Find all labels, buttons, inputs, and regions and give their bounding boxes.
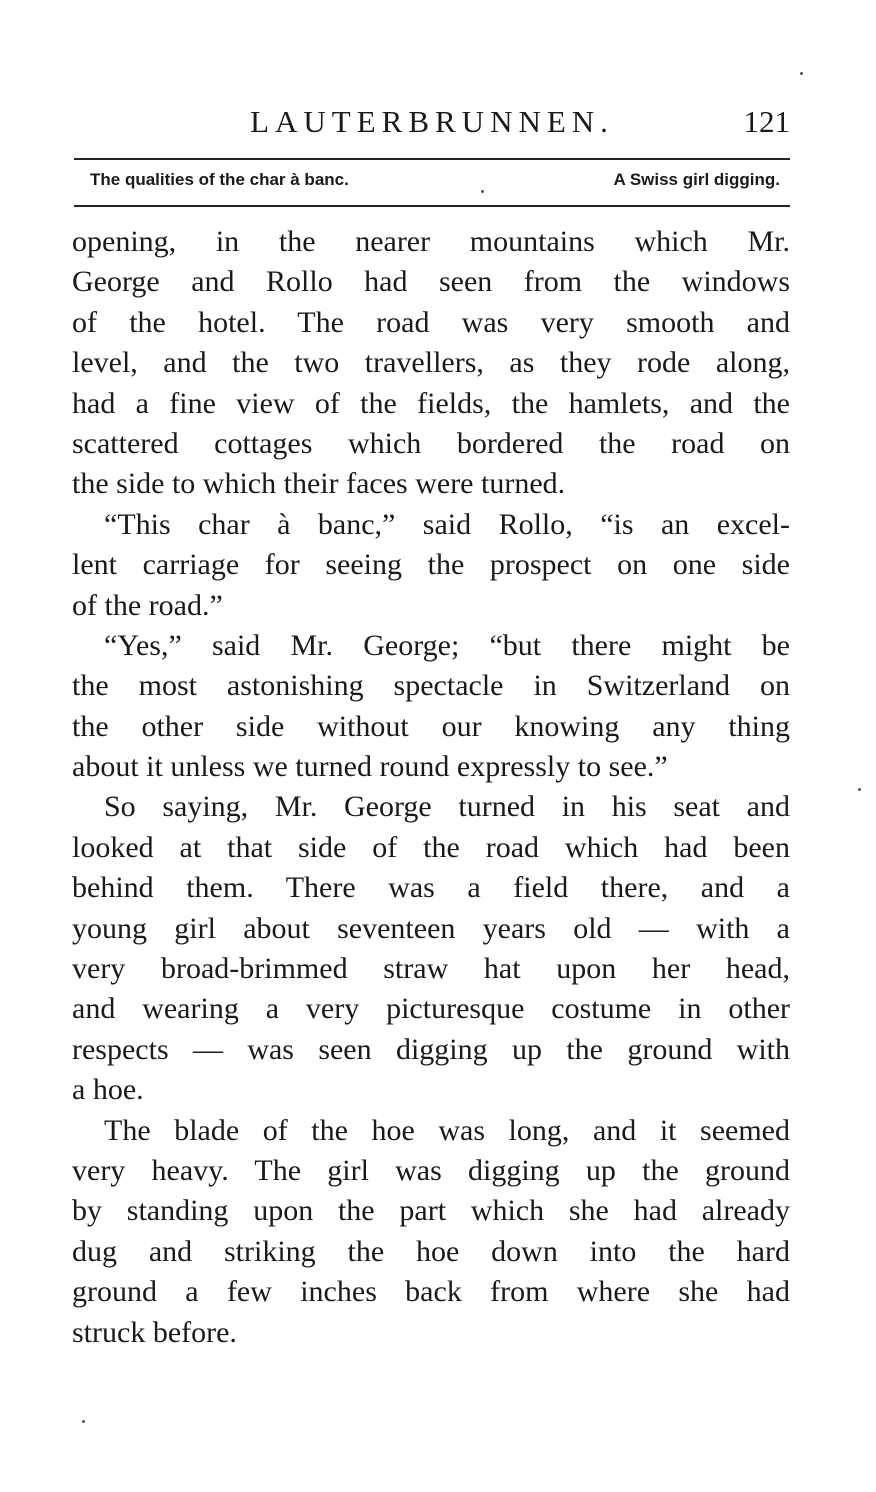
text-line: opening, in the nearer mountains which Mr. — [72, 225, 790, 258]
text-line: dug and striking the hoe down into the hard — [72, 1234, 790, 1268]
text-line: very heavy. The girl was digging up the ground — [72, 1153, 790, 1187]
running-title: LAUTERBRUNNEN. — [250, 104, 614, 139]
text-line: by standing upon the part which she had already — [72, 1194, 790, 1228]
text-line: level, and the two travellers, as they rode along, — [72, 346, 790, 380]
subhead-right: A Swiss girl digging. — [613, 170, 780, 189]
running-subheads — [90, 170, 780, 196]
text-line: looked at that side of the road which had been — [72, 830, 790, 864]
text-line: the most astonishing spectacle in Switzerland on — [72, 669, 790, 703]
text-line: about it unless we turned round expressly to see.” — [72, 750, 668, 784]
header-rule-bottom — [74, 205, 790, 207]
paper-speck — [481, 190, 484, 193]
text-line: had a fine view of the fields, the hamlets, and the — [72, 386, 790, 420]
text-line: a hoe. — [72, 1073, 144, 1107]
text-line: “Yes,” said Mr. George; “but there might be — [104, 628, 790, 662]
text-line: “This char à banc,” said Rollo, “is an excel- — [104, 507, 790, 541]
text-line: lent carriage for seeing the prospect on one side — [72, 548, 790, 582]
text-line: of the hotel. The road was very smooth and — [72, 305, 790, 339]
text-line: ground a few inches back from where she had — [72, 1275, 790, 1309]
page-number: 121 — [743, 104, 790, 139]
running-head — [74, 104, 790, 148]
text-line: of the road.” — [72, 588, 223, 622]
text-line: The blade of the hoe was long, and it seemed — [104, 1113, 790, 1147]
text-line: scattered cottages which bordered the road on — [72, 426, 790, 460]
paper-speck — [82, 1420, 85, 1423]
text-line: and wearing a very picturesque costume in other — [72, 992, 790, 1026]
text-line: So saying, Mr. George turned in his seat and — [104, 790, 790, 824]
header-rule-top — [74, 158, 790, 160]
text-line: struck before. — [72, 1315, 237, 1349]
text-line: young girl about seventeen years old — with a — [72, 911, 790, 945]
subhead-left: The qualities of the char à banc. — [90, 170, 349, 189]
text-line: respects — was seen digging up the ground with — [72, 1032, 790, 1066]
text-line: the other side without our knowing any thing — [72, 709, 790, 743]
text-line: very broad-brimmed straw hat upon her head, — [72, 952, 790, 986]
text-line: George and Rollo had seen from the windows — [72, 265, 790, 299]
text-line: behind them. There was a field there, and a — [72, 871, 790, 905]
paper-speck — [800, 72, 803, 75]
body-text — [72, 222, 790, 1353]
text-line: the side to which their faces were turned. — [72, 467, 566, 501]
paper-speck — [858, 788, 861, 791]
